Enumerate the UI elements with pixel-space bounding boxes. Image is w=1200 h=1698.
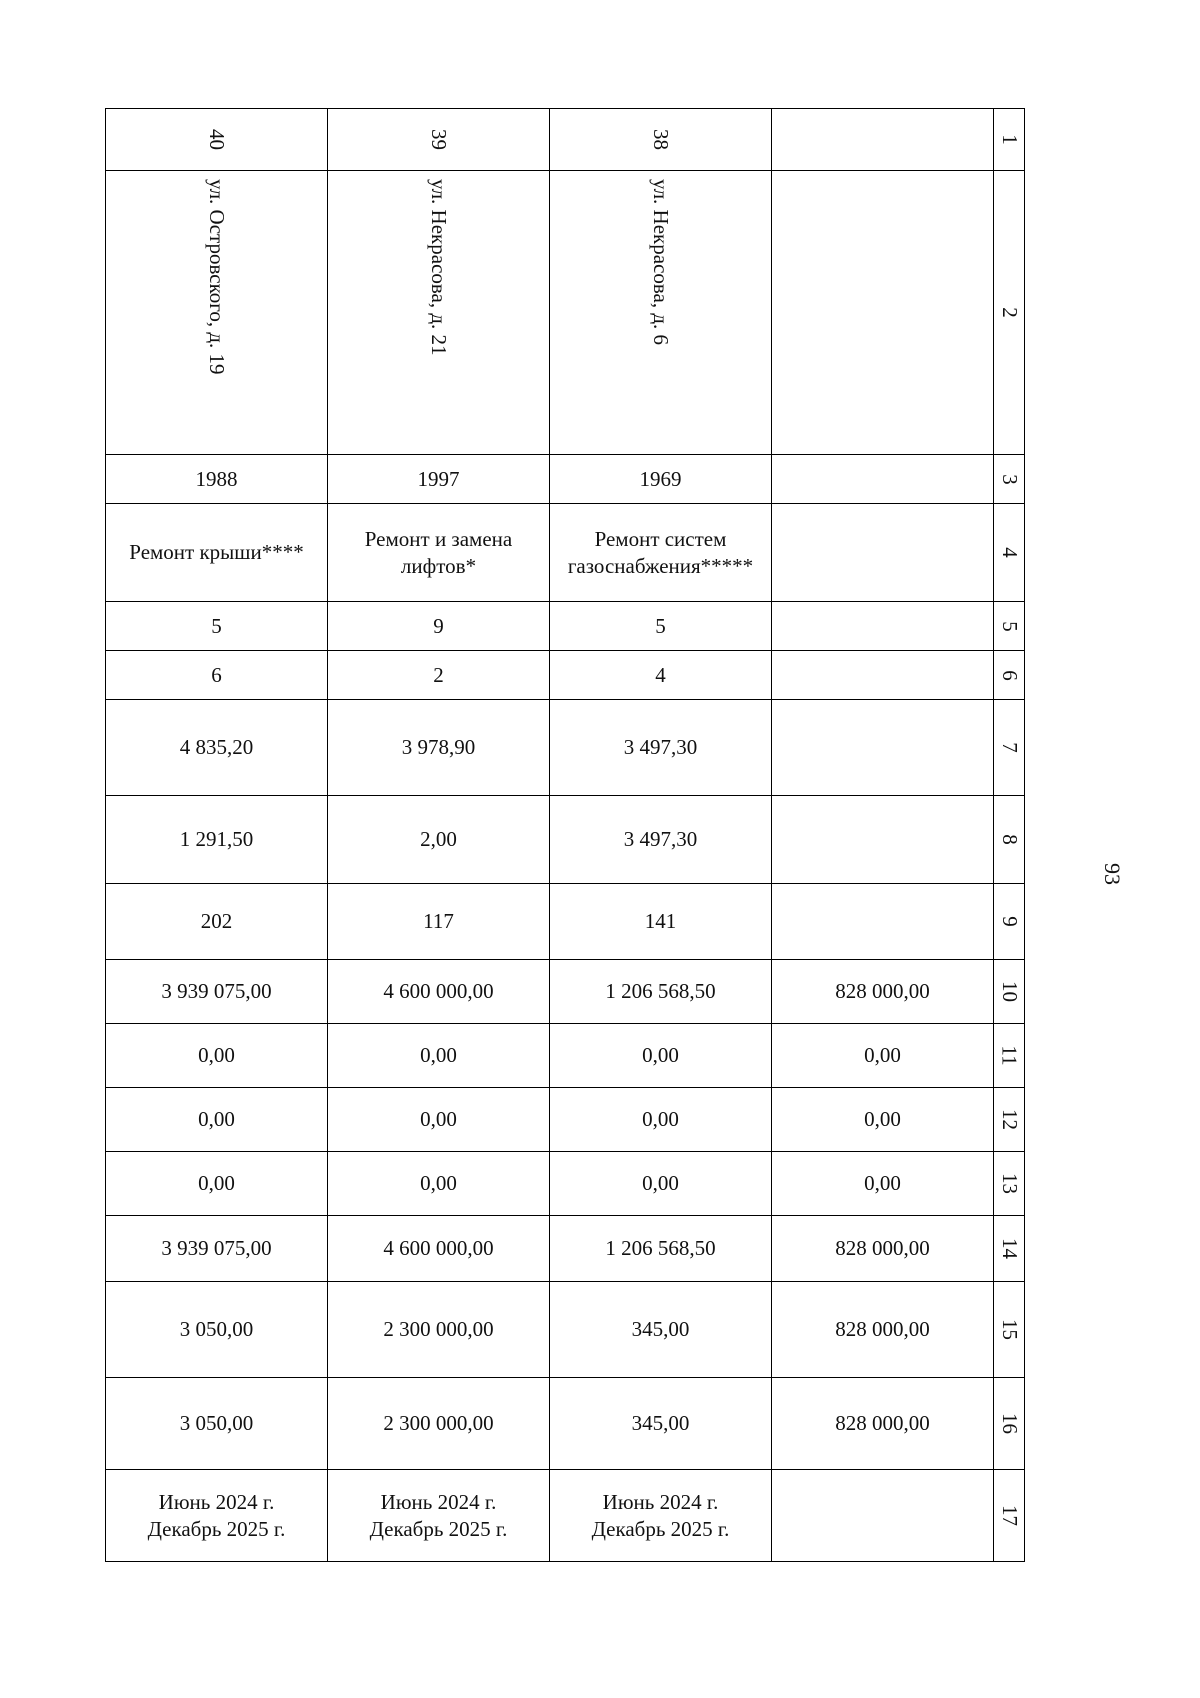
address: ул. Островского, д. 19 [205,179,229,375]
table-cell: 2,00 [328,796,550,884]
row-number: 8 [997,834,1022,845]
item-number: 39 [427,129,451,150]
table-row [106,602,1025,651]
table-row [106,1470,1025,1562]
row-number: 14 [997,1238,1022,1259]
row-number-cell [994,1024,1025,1088]
table-row [106,1088,1025,1152]
row-number-cell [994,1470,1025,1562]
item-number: 38 [649,129,673,150]
table-cell: 2 [328,651,550,700]
table-row [106,960,1025,1024]
table-cell [772,455,994,504]
table-cell: 4 600 000,00 [328,960,550,1024]
table-cell: 1 291,50 [106,796,328,884]
table-cell: 0,00 [106,1152,328,1216]
row-number-cell [994,1152,1025,1216]
row-number-cell [994,884,1025,960]
row-number-cell [994,455,1025,504]
table-cell: 0,00 [106,1088,328,1152]
table-cell: 345,00 [550,1282,772,1378]
row-number: 9 [997,916,1022,927]
address: ул. Некрасова, д. 21 [427,179,451,356]
table-cell [772,700,994,796]
table-cell: Ремонт крыши**** [106,504,328,602]
end-date: Декабрь 2025 г. [147,1516,286,1541]
table-cell [772,504,994,602]
table-cell: 0,00 [550,1152,772,1216]
table-cell [550,109,772,171]
table-cell: 4 600 000,00 [328,1216,550,1282]
table-cell [550,1470,772,1562]
row-number-cell [994,1378,1025,1470]
table-cell [772,651,994,700]
table-cell: 4 [550,651,772,700]
table-cell: 1997 [328,455,550,504]
table-cell [106,109,328,171]
table-cell: 3 497,30 [550,700,772,796]
table-cell: 6 [106,651,328,700]
table-cell: 0,00 [550,1088,772,1152]
table-row [106,504,1025,602]
table-cell: 117 [328,884,550,960]
row-number: 13 [997,1173,1022,1194]
row-number-cell [994,602,1025,651]
row-number-cell [994,1282,1025,1378]
table-cell [550,171,772,455]
start-date: Июнь 2024 г. [602,1489,719,1514]
table-row [106,109,1025,171]
row-number-cell [994,109,1025,171]
table-cell: 1 206 568,50 [550,960,772,1024]
table-cell [328,171,550,455]
table-cell: 9 [328,602,550,651]
row-number-cell [994,1088,1025,1152]
row-number: 15 [997,1319,1022,1340]
row-number-cell [994,504,1025,602]
item-number: 40 [205,129,229,150]
table-cell: 345,00 [550,1378,772,1470]
table-cell: 141 [550,884,772,960]
row-number: 16 [997,1413,1022,1434]
table-row [106,651,1025,700]
row-number: 3 [997,473,1022,485]
table-cell: 2 300 000,00 [328,1282,550,1378]
table-cell: 1969 [550,455,772,504]
table-row [106,1152,1025,1216]
table-cell: 3 939 075,00 [106,960,328,1024]
row-number: 2 [997,307,1022,318]
table-cell [772,884,994,960]
start-date: Июнь 2024 г. [158,1489,275,1514]
page-number: 93 [1100,863,1125,885]
table-cell: 4 835,20 [106,700,328,796]
row-number: 4 [997,547,1022,558]
table-row [106,455,1025,504]
table-cell: Ремонт и замена лифтов* [328,504,550,602]
table-cell [772,109,994,171]
table-cell: 1 206 568,50 [550,1216,772,1282]
table-row [106,1282,1025,1378]
table-cell: 3 050,00 [106,1378,328,1470]
table-cell: 828 000,00 [772,960,994,1024]
table-cell: 828 000,00 [772,1378,994,1470]
table-cell: 5 [106,602,328,651]
table-cell: 0,00 [550,1024,772,1088]
row-number-cell [994,960,1025,1024]
row-number: 17 [997,1505,1022,1526]
table-cell [106,171,328,455]
table-cell: 0,00 [772,1024,994,1088]
table-cell: Ремонт систем газоснабжения***** [550,504,772,602]
table-cell [772,1470,994,1562]
table-cell: 0,00 [328,1024,550,1088]
table-cell: 0,00 [772,1152,994,1216]
table-cell: 0,00 [328,1088,550,1152]
table-cell: 828 000,00 [772,1216,994,1282]
row-number: 1 [997,134,1022,145]
table-row [106,1216,1025,1282]
row-number: 6 [997,669,1022,681]
table-cell: 2 300 000,00 [328,1378,550,1470]
table-cell: 1988 [106,455,328,504]
row-number: 5 [997,620,1022,632]
table-cell: 0,00 [772,1088,994,1152]
table-cell [328,109,550,171]
table-row [106,1378,1025,1470]
repair-plan-table [105,108,1025,1562]
end-date: Декабрь 2025 г. [591,1516,730,1541]
row-number-cell [994,796,1025,884]
table-cell [772,796,994,884]
table-row [106,171,1025,455]
table-cell: 828 000,00 [772,1282,994,1378]
table-row [106,796,1025,884]
table-row [106,1024,1025,1088]
row-number: 11 [997,1045,1022,1066]
start-date: Июнь 2024 г. [380,1489,497,1514]
table-cell: 0,00 [328,1152,550,1216]
table-cell [772,171,994,455]
table-cell [772,602,994,651]
table-row [106,884,1025,960]
table-cell [328,1470,550,1562]
row-number-cell [994,700,1025,796]
row-number: 7 [997,742,1022,753]
table-cell: 3 939 075,00 [106,1216,328,1282]
table-cell: 5 [550,602,772,651]
row-number: 10 [997,981,1022,1002]
table-cell: 202 [106,884,328,960]
table-cell: 0,00 [106,1024,328,1088]
table-cell: 3 497,30 [550,796,772,884]
row-number-cell [994,651,1025,700]
row-number: 12 [997,1109,1022,1130]
table-cell: 3 050,00 [106,1282,328,1378]
table-cell [106,1470,328,1562]
row-number-cell [994,1216,1025,1282]
table-row [106,700,1025,796]
row-number-cell [994,171,1025,455]
address: ул. Некрасова, д. 6 [649,179,673,346]
end-date: Декабрь 2025 г. [369,1516,508,1541]
table-cell: 3 978,90 [328,700,550,796]
